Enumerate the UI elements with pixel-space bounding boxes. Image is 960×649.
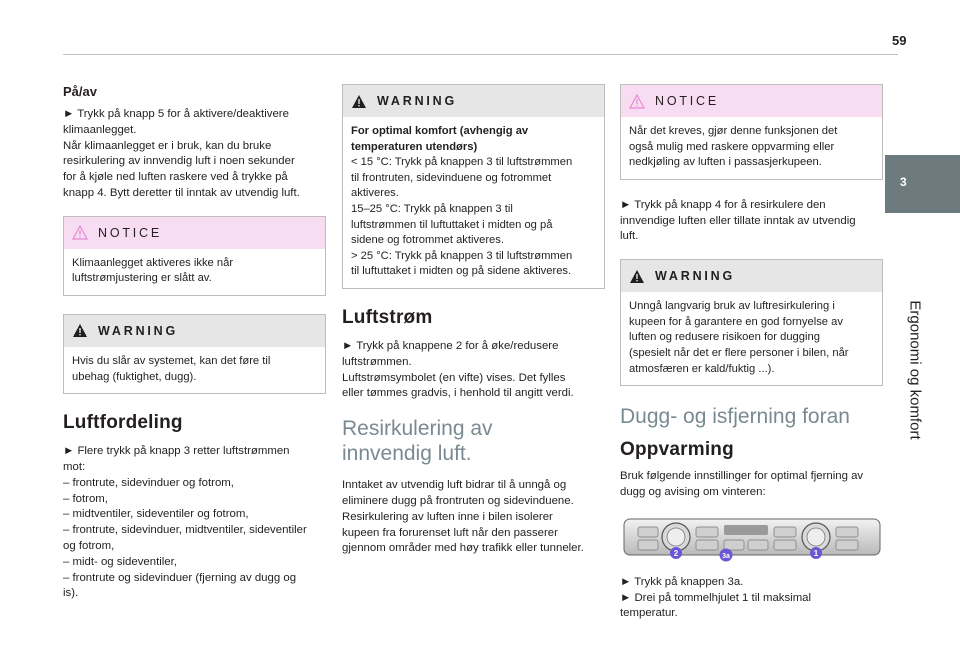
warning-header bbox=[64, 315, 325, 347]
distribution-heading: Luftfordeling bbox=[63, 412, 183, 434]
notice-label: NOTICE bbox=[98, 225, 163, 240]
panel-button bbox=[638, 527, 658, 537]
line: kupeen fra forurenset luft når den passerer bbox=[342, 526, 558, 539]
page-number: 59 bbox=[892, 33, 907, 48]
defog-heading: Dugg- og isfjerning foran bbox=[620, 405, 850, 429]
line: sidene og fotrommet aktiveres. bbox=[351, 234, 504, 247]
top-rule bbox=[63, 54, 898, 55]
column-3 bbox=[620, 84, 883, 622]
warning-box bbox=[620, 259, 883, 386]
line: – frontrute, sidevinduer og fotrom, bbox=[63, 476, 234, 489]
line: innvendig luft. bbox=[342, 442, 472, 466]
line: ubehag (fuktighet, dugg). bbox=[72, 370, 197, 383]
line: nedkjøling av luften i passasjerkupeen. bbox=[629, 156, 822, 169]
line: ► Flere trykk på knapp 3 retter luftstrømmen bbox=[63, 445, 290, 458]
line: eliminere dugg på frontruten og sidevinduene. bbox=[342, 494, 574, 507]
line: og fotrom, bbox=[63, 539, 115, 552]
warning-box bbox=[63, 314, 326, 394]
heating-steps bbox=[620, 575, 883, 622]
line: luften og redusere risikoen for dugging bbox=[629, 331, 820, 344]
line: ► Trykk på knappene 2 for å øke/redusere bbox=[342, 339, 559, 352]
line: is). bbox=[63, 587, 79, 600]
airflow-text bbox=[342, 339, 605, 402]
recirc-instruction bbox=[620, 198, 883, 245]
notice-box bbox=[620, 84, 883, 180]
line: (spesielt når det er flere personer i bilen, når bbox=[629, 346, 849, 359]
warning-box bbox=[342, 84, 605, 289]
line: Bruk følgende innstillinger for optimal fjerning av bbox=[620, 470, 864, 483]
line: til frontruten, sidevinduene og fotrommet bbox=[351, 171, 552, 184]
warning-subheading bbox=[351, 125, 528, 153]
chapter-title: Ergonomi og komfort bbox=[906, 300, 924, 440]
callout-1-label: 1 bbox=[813, 548, 819, 558]
line: Inntaket av utvendig luft bidrar til å unngå og bbox=[342, 479, 567, 492]
line: eller tømmes gradvis, i henhold til angitt verdi. bbox=[342, 387, 574, 400]
line: Hvis du slår av systemet, kan det føre til bbox=[72, 354, 271, 367]
line: Luftstrømsymbolet (en vifte) vises. Det fylles bbox=[342, 371, 566, 384]
warning-body bbox=[343, 117, 604, 288]
notice-header bbox=[621, 85, 882, 117]
line: Resirkulering av bbox=[342, 417, 493, 441]
line: – midtventiler, sideventiler og fotrom, bbox=[63, 508, 249, 521]
distribution-text bbox=[63, 444, 326, 602]
line: aktiveres. bbox=[351, 187, 399, 200]
line: 15–25 °C: Trykk på knappen 3 til bbox=[351, 202, 513, 215]
panel-button bbox=[836, 540, 858, 550]
line: ► Trykk på knapp 4 for å resirkulere den bbox=[620, 198, 826, 211]
line: ► Trykk på knappen 3a. bbox=[620, 575, 744, 588]
warning-label: WARNING bbox=[655, 269, 736, 284]
line: For optimal komfort (avhengig av bbox=[351, 125, 529, 137]
line: Unngå langvarig bruk av luftresirkulering i bbox=[629, 300, 835, 313]
panel-button bbox=[696, 540, 718, 550]
line: luftstrømmen. bbox=[342, 355, 412, 368]
warning-triangle-icon bbox=[351, 94, 367, 109]
line: resirkulering av innvendig luft i noen sekunder bbox=[63, 155, 295, 168]
callout-2-label: 2 bbox=[673, 548, 679, 558]
line: til luftuttaket i midten og på sidene aktiveres. bbox=[351, 265, 572, 278]
column-1 bbox=[63, 84, 326, 602]
panel-button bbox=[774, 527, 796, 537]
line: temperaturen utendørs) bbox=[351, 140, 478, 153]
warning-triangle-icon bbox=[629, 269, 645, 284]
line: atmosfæren er kald/fuktig ...). bbox=[629, 362, 775, 375]
panel-button bbox=[774, 540, 796, 550]
warning-body bbox=[64, 347, 325, 393]
panel-button bbox=[748, 540, 768, 550]
line: luft. bbox=[620, 230, 639, 243]
panel-button bbox=[638, 540, 658, 550]
line: – midt- og sideventiler, bbox=[63, 555, 177, 568]
caution-triangle-icon bbox=[72, 225, 88, 240]
line: også mulig med raskere oppvarming eller bbox=[629, 140, 835, 153]
panel-button bbox=[836, 527, 858, 537]
notice-body bbox=[621, 117, 882, 179]
warning-header bbox=[621, 260, 882, 292]
line: Når det kreves, gjør denne funksjonen det bbox=[629, 125, 838, 137]
warning-body bbox=[621, 292, 882, 385]
notice-header bbox=[64, 217, 325, 249]
line: ► Drei på tommelhjulet 1 til maksimal bbox=[620, 591, 812, 604]
notice-body bbox=[64, 249, 325, 295]
line: Når klimaanlegget er i bruk, kan du bruke bbox=[63, 139, 272, 152]
line: Resirkulering av luften inne i bilen isolerer bbox=[342, 510, 553, 523]
line: mot: bbox=[63, 460, 86, 473]
notice-box bbox=[63, 216, 326, 296]
warning-header bbox=[343, 85, 604, 117]
heating-intro bbox=[620, 469, 883, 501]
line: luftstrømjustering er slått av. bbox=[72, 272, 212, 285]
line: for å kjøle ned luften raskere ved å trykke på bbox=[63, 171, 288, 184]
recirculation-heading bbox=[342, 416, 605, 466]
line: – fotrom, bbox=[63, 492, 108, 505]
caution-triangle-icon bbox=[629, 94, 645, 109]
line: gjennom områder med høy trafikk eller tunneler. bbox=[342, 542, 584, 555]
notice-label: NOTICE bbox=[655, 94, 720, 108]
chapter-tab[interactable] bbox=[885, 155, 960, 213]
panel-display bbox=[724, 525, 768, 535]
line: Klimaanlegget aktiveres ikke når bbox=[72, 256, 234, 269]
chapter-number: 3 bbox=[900, 175, 907, 189]
on-off-heading: På/av bbox=[63, 84, 97, 99]
callout-3a-label: 3a bbox=[722, 552, 730, 560]
line: dugg og avising om vinteren: bbox=[620, 485, 766, 498]
on-off-text bbox=[63, 107, 326, 202]
line: > 25 °C: Trykk på knappen 3 til luftstrømmen bbox=[351, 249, 573, 262]
line: kupeen for å garantere en god fornyelse av bbox=[629, 315, 843, 328]
line: temperatur. bbox=[620, 607, 678, 620]
column-2 bbox=[342, 84, 605, 557]
panel-button bbox=[696, 527, 718, 537]
warning-label: WARNING bbox=[377, 94, 458, 108]
recirculation-text bbox=[342, 478, 605, 557]
warning-triangle-icon bbox=[72, 323, 88, 338]
line: knapp 4. Bytt deretter til inntak av utvendig luft. bbox=[63, 186, 300, 199]
line: luftstrømmen til luftuttaket i midten og på bbox=[351, 218, 553, 231]
heating-heading: Oppvarming bbox=[620, 439, 734, 461]
warning-label: WARNING bbox=[98, 323, 179, 338]
line: – frontrute, sidevinduer, midtventiler, sideventiler bbox=[63, 524, 307, 537]
line: – frontrute og sidevinduer (fjerning av dugg og bbox=[63, 571, 297, 584]
line: ► Trykk på knapp 5 for å aktivere/deaktivere bbox=[63, 108, 289, 120]
panel-button bbox=[724, 540, 744, 550]
climate-control-panel-illustration bbox=[620, 515, 882, 563]
line: klimaanlegget. bbox=[63, 123, 137, 136]
line: < 15 °C: Trykk på knappen 3 til luftstrømmen bbox=[351, 156, 573, 169]
line: innvendige luften eller tillate inntak av utvendig bbox=[620, 214, 856, 227]
airflow-heading: Luftstrøm bbox=[342, 306, 433, 328]
